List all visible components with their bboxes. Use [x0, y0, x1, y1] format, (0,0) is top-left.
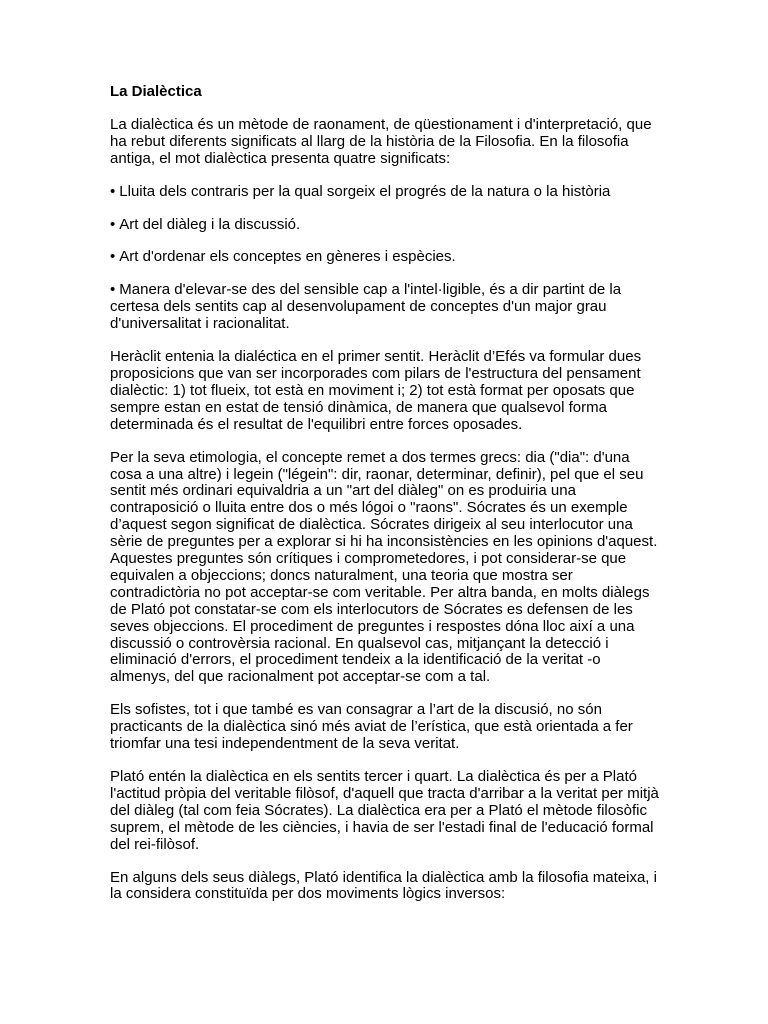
body-paragraph-dialegs: En alguns dels seus diàlegs, Plató identifica la dialèctica amb la filosofia mateixa, i la considera constituïda per dos moviments lògics inversos: [110, 868, 657, 903]
intro-paragraph: La dialèctica és un mètode de raonament, de qüestionament i d'interpretació, que ha rebut diferents significats al llarg de la història de la Filosofia. En la filosofia antiga, el mot dialèctica presenta quatre significats: [110, 115, 652, 167]
body-paragraph-plato: Plató entén la dialèctica en els sentits tercer i quart. La dialèctica és per a Plató l'actitud pròpia del veritable filòsof, d'aquell que tracta d'arribar a la veritat per mitjà del diàleg (tal com feia Sócrates). La dialèctica era per a Plató el mètode filosòfic suprem, el mètode de les ciències, i havia de ser l'estadi final de l'educació formal del rei-filòsof. [110, 768, 659, 853]
bullet-text: Art d'ordenar els conceptes en gèneres i espècies. [119, 248, 456, 266]
bullet-mark: • [110, 215, 116, 233]
bullet-item [110, 249, 660, 266]
bullet-text: Art del diàleg i la discussió. [119, 215, 301, 233]
bullet-item [110, 184, 660, 201]
bullet-mark: • [110, 281, 116, 299]
body-paragraph-sofistes: Els sofistes, tot i que també es van consagrar a l’art de la discusió, no són practicants de la dialèctica sinó més aviat de l’erística, que està orientada a fer triomfar una tesi independentment de la seva veritat. [110, 701, 633, 753]
bullet-item [110, 282, 660, 333]
body-paragraph-etimologia: Per la seva etimologia, el concepte remet a dos termes grecs: dia ("dia": d'una cosa a una altre) i legein ("légein": dir, raonar, determinar, definir), pel que el seu sentit més ordinari equivaldria a un "art del diàleg" on es produiria una contraposició o lluita entre dos o més lógoi o "raons". Sócrates és un exemple d’aquest segon significat de dialèctica. Sócrates dirigeix al seu interlocutor una sèrie de preguntes per a explorar si hi ha inconsistències en les opinions d'aquest. Aquestes preguntes són crítiques i comprometedores, i pot considerar-se que equivalen a objeccions; doncs naturalment, una teoria que mostra ser contradictòria no pot acceptar-se com veritable. Per altra banda, en molts diàlegs de Plató pot constatar-se com els interlocutors de Sócrates es defensen de les seves objeccions. El procediment de preguntes i respostes dóna lloc així a una discussió o controvèrsia racional. En qualsevol cas, mitjançant la detecció i eliminació d'errors, el procediment tendeix a la identificació de la veritat -o almenys, del que racionalment pot acceptar-se com a tal. [110, 448, 658, 686]
bullet-mark: • [110, 248, 116, 266]
body-paragraph-heraclit: Heràclit entenia la dialéctica en el primer sentit. Heràclit d’Efés va formular dues proposicions que van ser incorporades com pilars de l'estructura del pensament dialèctic: 1) tot flueix, tot està en moviment i; 2) tot està format per oposats que sempre estan en estat de tensió dinàmica, de manera que qualsevol forma determinada és el resultat de l'equilibri entre forces oposades. [110, 348, 642, 433]
bullet-text: Lluita dels contraris per la qual sorgeix el progrés de la natura o la història [119, 182, 611, 200]
bullet-text: Manera d'elevar-se des del sensible cap a l'intel·ligible, és a dir partint de la certesa dels sentits cap al desenvolupament de conceptes d'un major grau d'universalitat i racionalitat. [110, 281, 622, 333]
document-title: La Dialèctica [110, 83, 202, 100]
document-page [110, 84, 660, 919]
bullet-item [110, 217, 660, 234]
bullet-mark: • [110, 182, 116, 200]
